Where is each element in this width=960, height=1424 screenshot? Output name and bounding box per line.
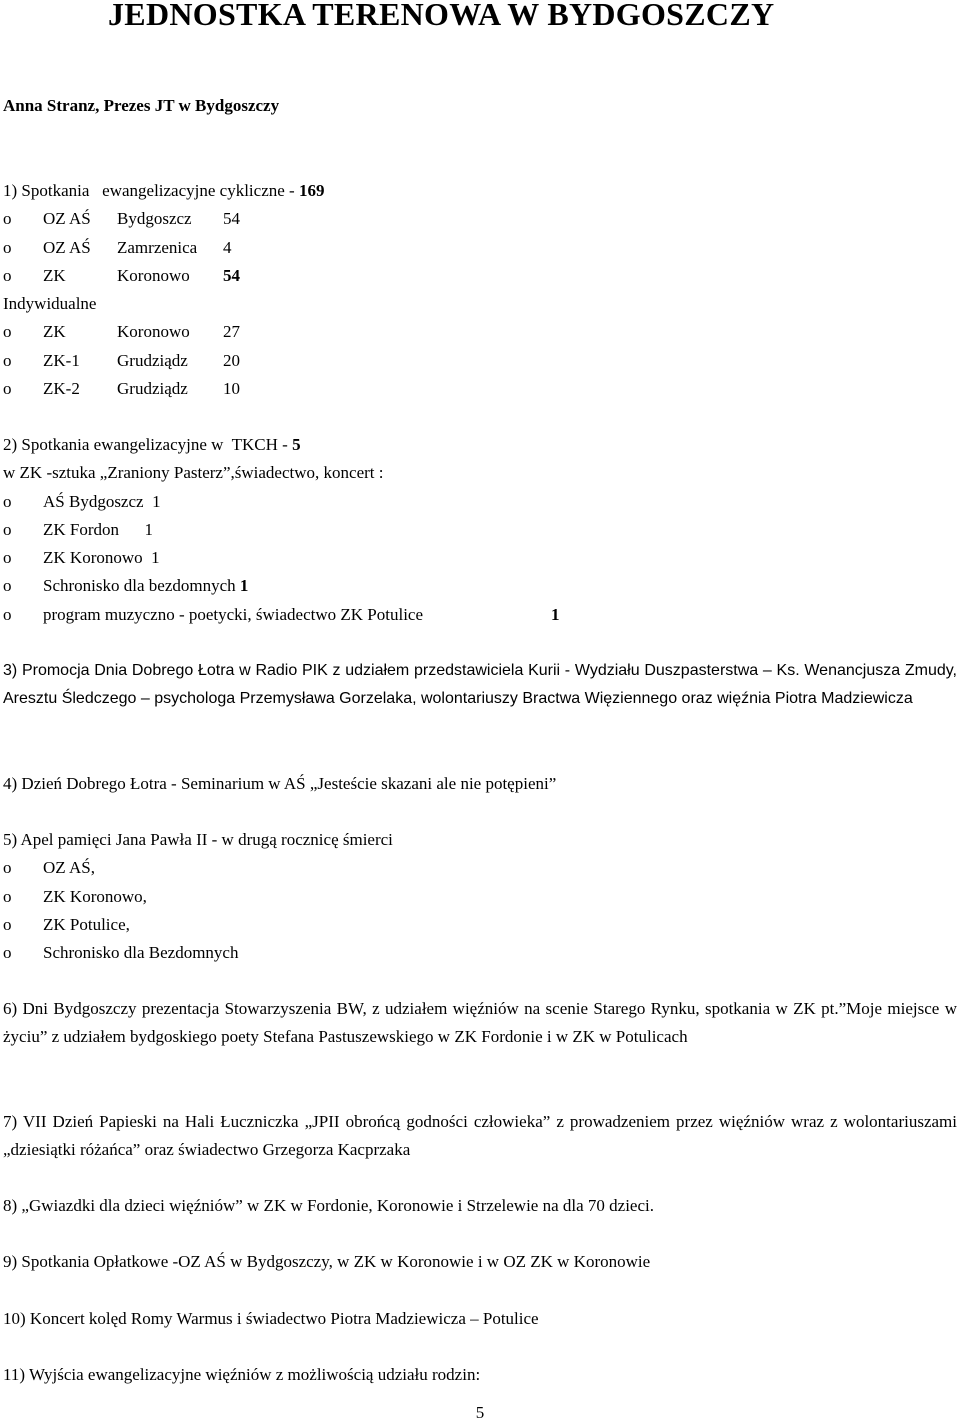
list-item-place: OZ AŚ <box>43 237 91 257</box>
list-item-count: 1 <box>144 519 154 539</box>
section-3-text: 3) Promocja Dnia Dobrego Łotra w Radio PIK z udziałem przedstawiciela Kurii - Wydziału Duszpasterstwa – Ks. Wenancjusza Zmudy, Aresztu Śledczego – psychologa Przemysława Gorzelaka, wolontariuszy Bractwa Więziennego oraz więźnia Piotra Madziewicza <box>3 662 957 708</box>
list-item-city: Grudziądz <box>117 350 188 370</box>
section-5-heading: 5) Apel pamięci Jana Pawła II - w drugą rocznicę śmierci <box>3 830 393 849</box>
page-number: 5 <box>475 1403 485 1422</box>
section-1-heading-text: 1) Spotkania ewangelizacyjne cykliczne - <box>3 181 299 200</box>
list-item-place: ZK <box>43 322 66 342</box>
section-2 <box>3 431 957 629</box>
list-item <box>3 205 957 233</box>
list-item <box>3 939 957 967</box>
list-item-count: 54 <box>223 265 240 285</box>
list-item <box>3 234 957 262</box>
list-item-count: 1 <box>151 548 160 568</box>
list-item-count: 1 <box>152 491 161 511</box>
section-9: 9) Spotkania Opłatkowe -OZ AŚ w Bydgoszczy, w ZK w Koronowie i w OZ ZK w Koronowie <box>3 1252 651 1271</box>
bullet-marker: o <box>3 322 12 342</box>
bullet-marker: o <box>3 576 12 596</box>
list-item-place: OZ AŚ <box>43 209 91 229</box>
bullet-marker: o <box>3 548 12 568</box>
list-item-city: Koronowo <box>117 265 190 285</box>
list-item <box>3 601 957 629</box>
list-item-text: ZK Koronowo, <box>43 886 147 906</box>
list-item-count: 54 <box>223 209 240 229</box>
list-item <box>3 883 957 911</box>
list-item <box>3 375 957 403</box>
section-3 <box>3 657 957 714</box>
bullet-marker: o <box>3 604 12 624</box>
section-7-text: 7) VII Dzień Papieski na Hali Łuczniczka „JPII obrońcą godności człowieka” z prowadzeniem przez więźniów wraz z wolontariuszami „dziesiątki różańca” oraz świadectwo Grzegorza Kacprzaka <box>3 1112 957 1160</box>
list-item-text: Schronisko dla bezdomnych <box>43 576 240 596</box>
list-item-place: ZK <box>43 265 66 285</box>
list-item-count: 20 <box>223 350 240 370</box>
list-item <box>3 318 957 346</box>
section-7 <box>3 1108 957 1165</box>
bullet-marker: o <box>3 491 12 511</box>
list-item <box>3 854 957 882</box>
bullet-marker: o <box>3 886 12 906</box>
list-item <box>3 347 957 375</box>
section-2-heading-text: 2) Spotkania ewangelizacyjne w TKCH - <box>3 435 293 454</box>
section-6 <box>3 995 957 1052</box>
list-item-count: 10 <box>223 379 240 399</box>
bullet-marker: o <box>3 350 12 370</box>
list-item-count: 27 <box>223 322 240 342</box>
list-item-text: ZK Potulice, <box>43 914 130 934</box>
section-2-heading <box>3 431 957 459</box>
section-1-heading <box>3 177 957 205</box>
section-2-heading-count: 5 <box>292 435 301 454</box>
section-6-text: 6) Dni Bydgoszczy prezentacja Stowarzyszenia BW, z udziałem więźniów na scenie Starego Rynku, spotkania w ZK pt.”Moje miejsce w życiu” z udziałem bydgoskiego poety Stefana Pastuszewskiego w ZK Fordonie i w ZK w Potulicach <box>3 999 957 1047</box>
author-line: Anna Stranz, Prezes JT w Bydgoszczy <box>3 96 280 115</box>
list-item-text: ZK Fordon <box>43 519 145 539</box>
bullet-marker: o <box>3 519 12 539</box>
list-item <box>3 488 957 516</box>
list-item <box>3 262 957 290</box>
list-item <box>3 544 957 572</box>
section-8: 8) „Gwiazdki dla dzieci więźniów” w ZK w Fordonie, Koronowie i Strzelewie na dla 70 dzieci. <box>3 1196 654 1215</box>
list-item-count: 1 <box>551 604 560 624</box>
section-10: 10) Koncert kolęd Romy Warmus i świadectwo Piotra Madziewicza – Potulice <box>3 1309 539 1328</box>
list-item-city: Bydgoszcz <box>117 209 192 229</box>
section-2-intro: w ZK -sztuka „Zraniony Pasterz”,świadectwo, koncert : <box>3 463 384 483</box>
list-item-city: Grudziądz <box>117 379 188 399</box>
section-11: 11) Wyjścia ewangelizacyjne więźniów z możliwością udziału rodzin: <box>3 1365 481 1384</box>
list-item-text: Schronisko dla Bezdomnych <box>43 943 239 963</box>
list-item-city: Koronowo <box>117 322 190 342</box>
list-item-count: 4 <box>223 237 232 257</box>
section-4: 4) Dzień Dobrego Łotra - Seminarium w AŚ „Jesteście skazani ale nie potępieni” <box>3 774 557 793</box>
bullet-marker: o <box>3 265 12 285</box>
document-title: JEDNOSTKA TERENOWA W BYDGOSZCZY <box>108 0 775 32</box>
list-item-text: AŚ Bydgoszcz <box>43 491 153 511</box>
bullet-marker: o <box>3 237 12 257</box>
section-1-heading-count: 169 <box>298 181 325 200</box>
bullet-marker: o <box>3 209 12 229</box>
bullet-marker: o <box>3 914 12 934</box>
list-item <box>3 572 957 600</box>
bullet-marker: o <box>3 379 12 399</box>
list-item-text: ZK Koronowo <box>43 548 152 568</box>
list-item <box>3 516 957 544</box>
list-item-place: ZK-1 <box>43 350 80 370</box>
bullet-marker: o <box>3 858 12 878</box>
list-item <box>3 911 957 939</box>
section-1 <box>3 177 957 403</box>
list-item-text: program muzyczno - poetycki, świadectwo ZK Potulice <box>43 604 424 624</box>
list-item-city: Zamrzenica <box>117 237 198 257</box>
section-1-subheading: Indywidualne <box>3 294 97 314</box>
bullet-marker: o <box>3 943 12 963</box>
list-item-count: 1 <box>239 576 249 596</box>
list-item-place: ZK-2 <box>43 379 80 399</box>
section-5 <box>3 826 957 967</box>
list-item-text: OZ AŚ, <box>43 858 95 878</box>
